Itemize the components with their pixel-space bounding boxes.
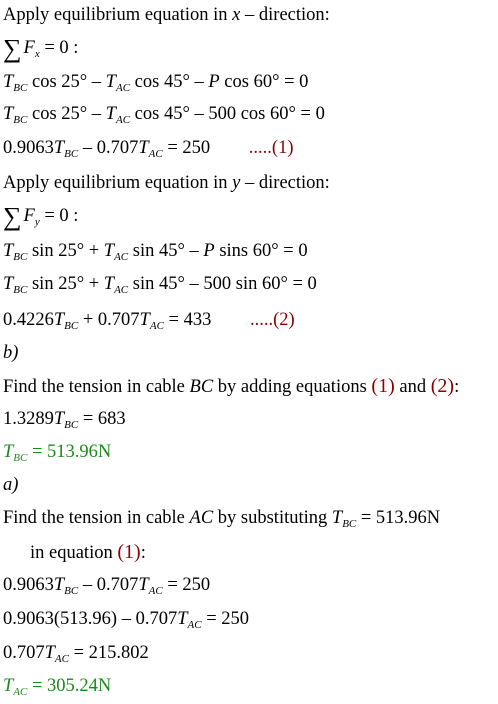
eq-2: $0.4226T_{BC} + 0.707T_{AC} = 433$ .....(2) <box>3 310 295 332</box>
sum-fy: ∑ $F_y = 0$ : <box>3 202 79 231</box>
heading-x-equilibrium: Apply equilibrium equation in x – direction: <box>3 5 330 25</box>
heading-y-equilibrium: Apply equilibrium equation in y – direction: <box>3 173 330 193</box>
eq-tag-1: .....(1) <box>248 138 294 158</box>
eq-add: $1.3289T_{BC} = 683$ <box>3 409 126 431</box>
eq-sub-2: $0.9063(513.96) - 0.707T_{AC} = 250$ <box>3 609 249 631</box>
in-equation-1: in equation (1): <box>30 541 146 563</box>
eq-sub-3: $0.707T_{AC} = 215.802$ <box>3 643 149 665</box>
part-a-label: a) <box>3 475 19 495</box>
eq-x-symbolic: $T_{BC}$ $\cos 25^\circ - T_{AC}$ cos 45° – P cos 60° = 0 <box>3 72 309 94</box>
part-b-label: b) <box>3 343 19 363</box>
find-bc-instruction: Find the tension in cable BC by adding equations (1) and (2): <box>3 375 460 397</box>
eq-sub-1: $0.9063T_{BC} - 0.707T_{AC} = 250$ <box>3 575 211 597</box>
find-ac-instruction: Find the tension in cable AC by substituting $T_{BC} = 513.96N$ <box>3 508 441 530</box>
answer-tac: $T_{AC} = 305.24N$ <box>3 676 112 698</box>
eq-x-numeric: $T_{BC}$ $\cos 25^\circ - T_{AC}$ cos 45° – 500 cos 60° = 0 <box>3 104 325 126</box>
eq-y-symbolic: $T_{BC}$ $\sin 25^\circ + T_{AC}$ sin 45° – P sins 60° = 0 <box>3 241 308 263</box>
eq-1: $0.9063T_{BC} - 0.707T_{AC} = 250$ .....(1) <box>3 138 294 160</box>
sigma-icon: ∑ <box>3 34 22 63</box>
sum-fx: ∑ $F_x = 0$ : <box>3 34 79 63</box>
eq-tag-2: .....(2) <box>249 310 295 330</box>
answer-tbc: $T_{BC} = 513.96N$ <box>3 442 112 464</box>
eq-y-numeric: $T_{BC}$ $\sin 25^\circ + T_{AC}$ sin 45° – 500 sin 60° = 0 <box>3 274 317 296</box>
sigma-icon: ∑ <box>3 202 22 231</box>
